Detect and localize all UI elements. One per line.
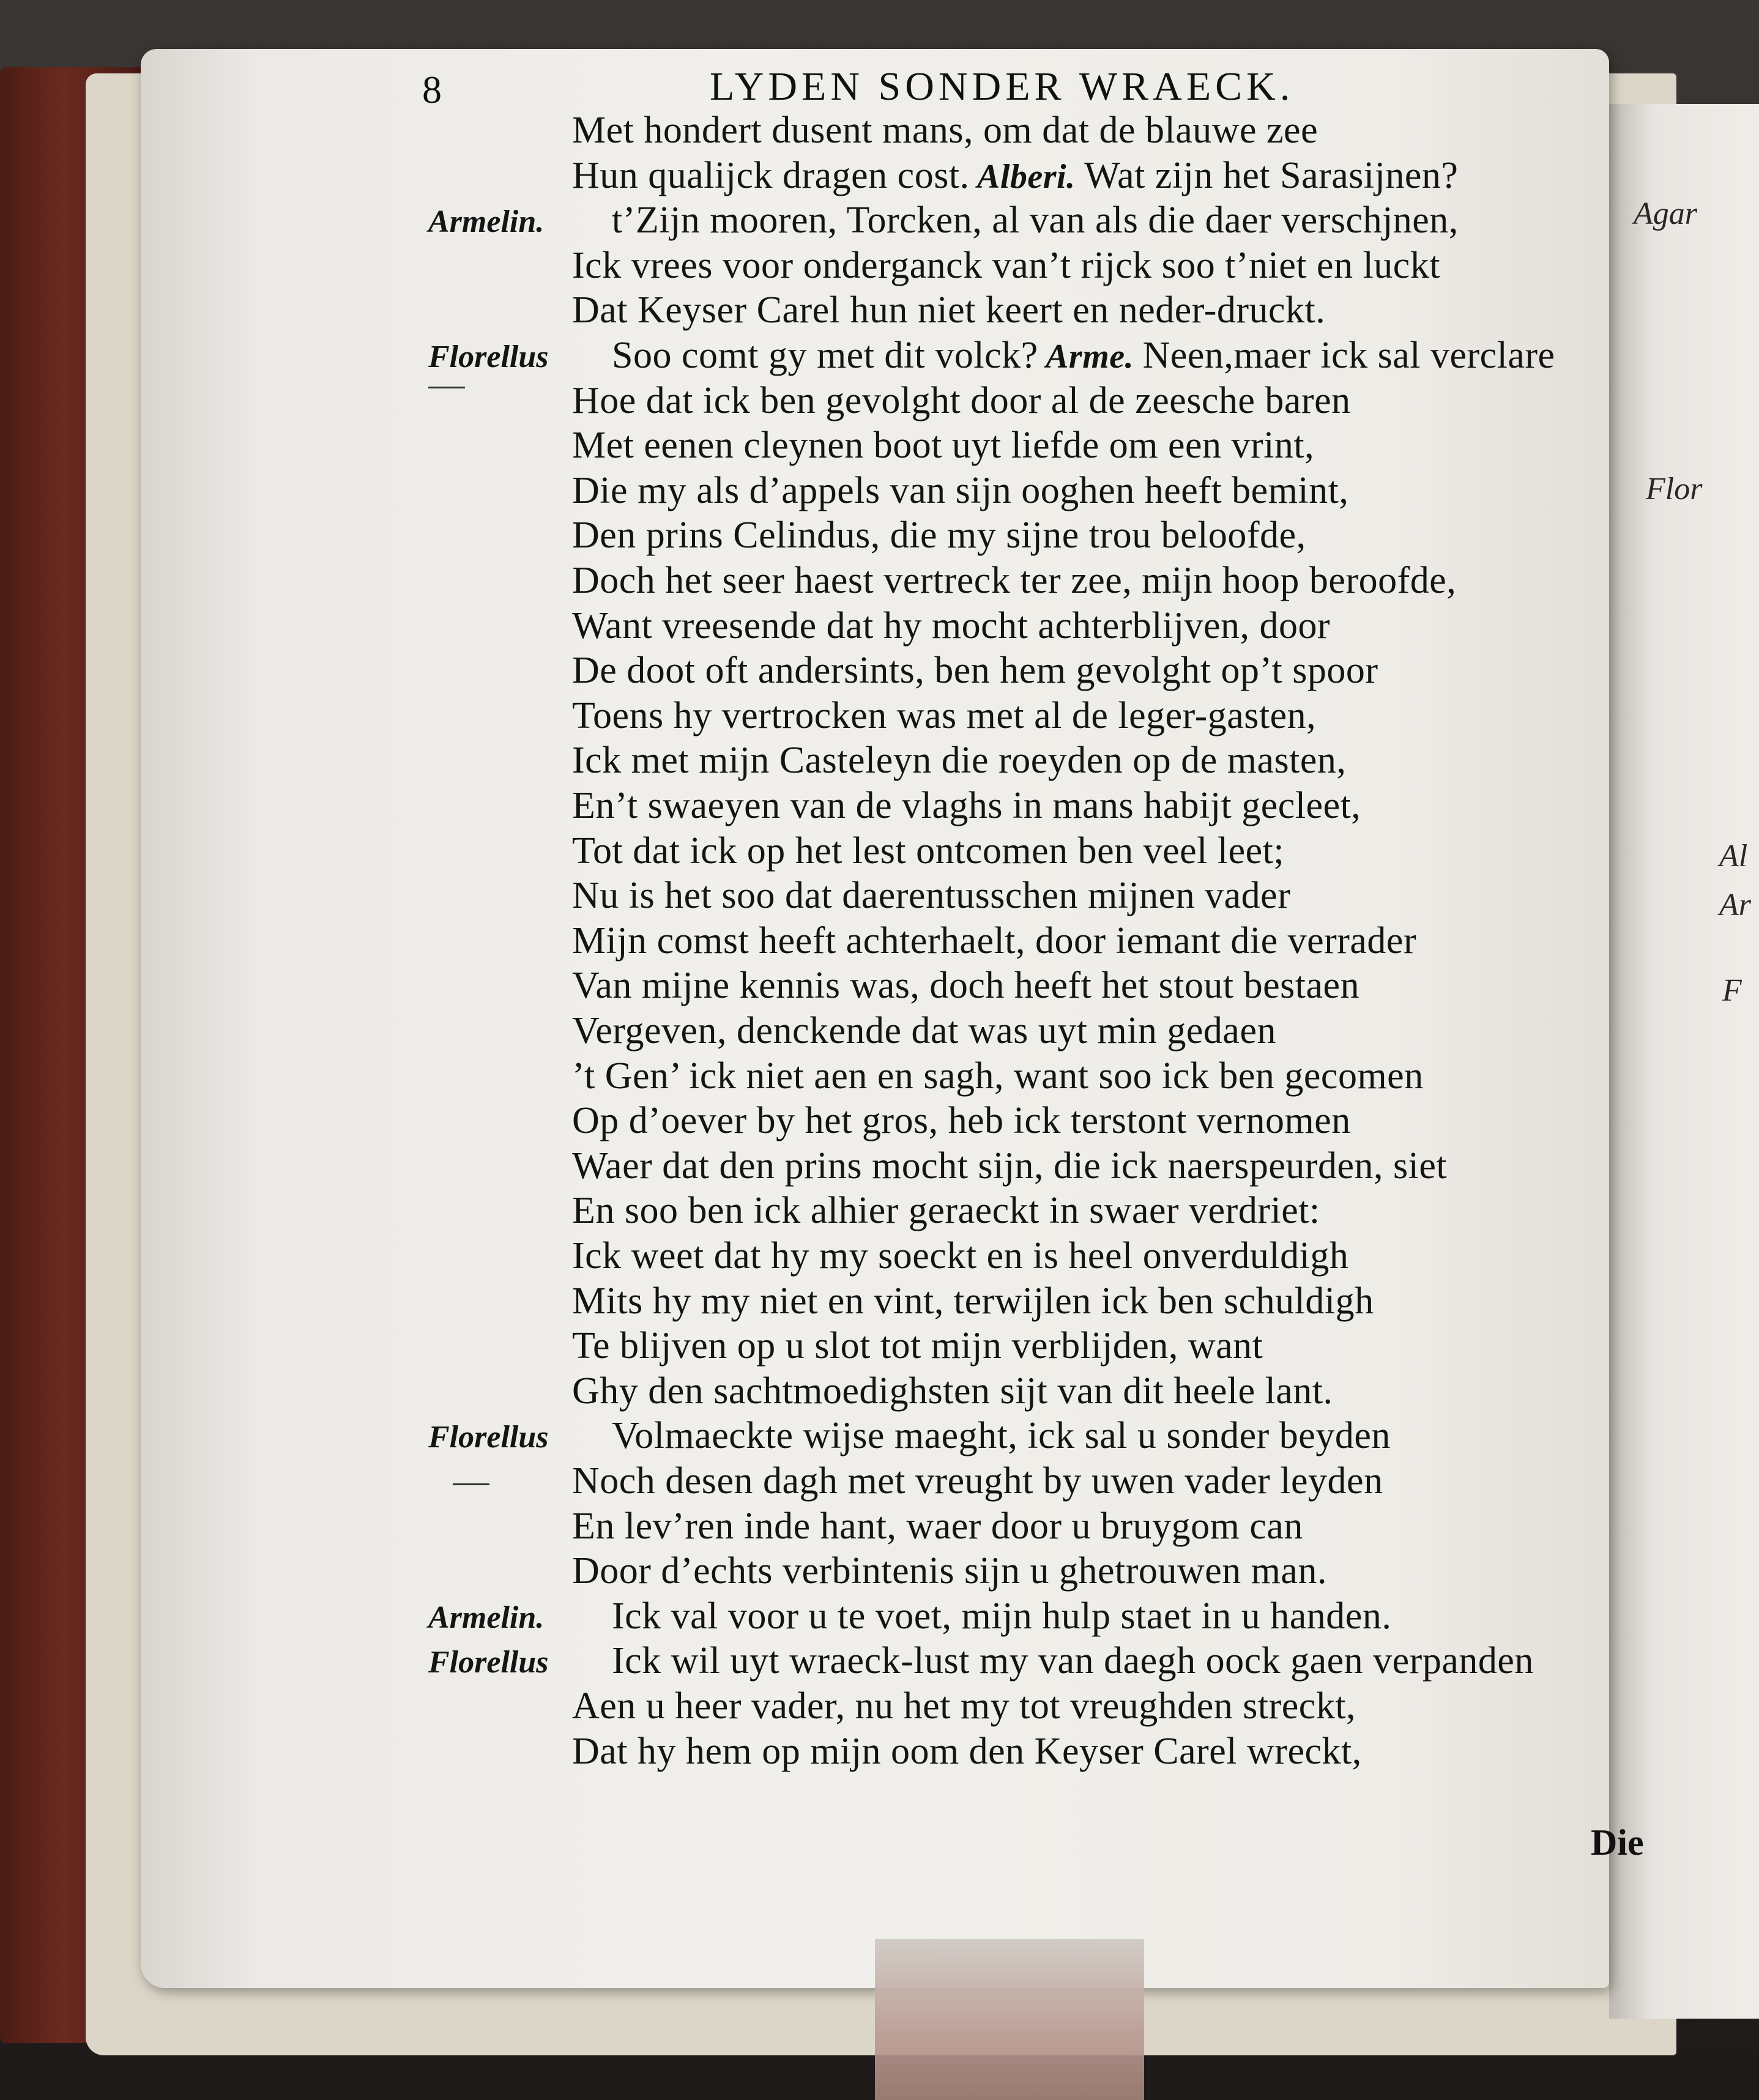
verse-text: Aen u heer vader, nu het my tot vreughden streckt, xyxy=(572,1685,1356,1727)
bookmark-tab xyxy=(875,1939,1144,2100)
verse-text: Waer dat den prins mocht sijn, die ick naerspeurden, siet xyxy=(572,1145,1448,1187)
verse-line xyxy=(572,424,1314,467)
verse-text: Hun qualijck dragen cost. xyxy=(572,154,970,196)
facing-page-fragment: Agar xyxy=(1634,196,1697,231)
verse-text: Want vreesende dat hy mocht achterblijven, door xyxy=(572,604,1331,647)
verse-text: Vergeven, denckende dat was uyt min gedaen xyxy=(572,1010,1276,1052)
verse-text-continued: Wat zijn het Sarasijnen? xyxy=(1084,154,1459,196)
verse-line xyxy=(612,1595,1391,1638)
verse-text: Van mijne kennis was, doch heeft het stout bestaen xyxy=(572,965,1360,1007)
verse-text: Hoe dat ick ben gevolght door al de zeesche baren xyxy=(572,379,1351,421)
verse-line xyxy=(572,1189,1320,1233)
verse-line xyxy=(572,919,1416,963)
verse-text: Doch het seer haest vertreck ter zee, mijn hoop beroofde, xyxy=(572,560,1457,601)
verse-line xyxy=(572,1099,1351,1143)
verse-line xyxy=(572,1685,1356,1728)
verse-line xyxy=(572,1145,1447,1188)
verse-text: Ick weet dat hy my soeckt en is heel onverduldigh xyxy=(572,1235,1349,1277)
verse-text: Dat Keyser Carel hun niet keert en neder-druckt. xyxy=(572,289,1326,332)
verse-line xyxy=(572,244,1440,288)
speaker-label: Florellus xyxy=(428,1420,549,1455)
margin-dash xyxy=(428,387,465,388)
inline-speaker-label: Alberi. xyxy=(969,157,1085,196)
facing-page xyxy=(1609,104,1759,2019)
verse-line xyxy=(572,1460,1383,1503)
verse-line xyxy=(572,874,1290,918)
facing-page-fragment: F xyxy=(1722,973,1742,1008)
speaker-label: Florellus xyxy=(428,1645,549,1680)
verse-text: Tot dat ick op het lest ontcomen ben veel leet; xyxy=(572,829,1285,872)
verse-line xyxy=(572,739,1346,782)
verse-text: Noch desen dagh met vreught by uwen vader leyden xyxy=(572,1460,1383,1502)
verse-text: Met hondert dusent mans, om dat de blauwe zee xyxy=(572,109,1318,151)
verse-line xyxy=(572,154,1458,198)
verse-line xyxy=(572,649,1378,692)
verse-line xyxy=(572,109,1318,152)
verse-text: Ick vrees voor onderganck van’t rijck soo t’niet en luckt xyxy=(572,244,1441,286)
verse-line xyxy=(572,1055,1424,1098)
verse-text: Ghy den sachtmoedighsten sijt van dit heele lant. xyxy=(572,1370,1333,1412)
verse-line xyxy=(572,289,1325,332)
verse-text: Ick met mijn Casteleyn die roeyden op de masten, xyxy=(572,740,1347,782)
verse-line xyxy=(572,964,1359,1007)
verse-line xyxy=(572,379,1351,423)
verse-line xyxy=(612,1414,1391,1458)
speaker-label: Armelin. xyxy=(428,1600,545,1635)
verse-text: En’t swaeyen van de vlaghs in mans habijt gecleet, xyxy=(572,785,1361,826)
verse-line xyxy=(572,1280,1374,1323)
verse-text: ’t Gen’ ick niet aen en sagh, want soo ick ben gecomen xyxy=(572,1055,1424,1097)
verse-line xyxy=(572,1009,1276,1053)
verse-line xyxy=(572,694,1316,738)
speaker-label: Florellus xyxy=(428,339,549,374)
facing-page-fragment: Ar xyxy=(1719,888,1751,922)
verse-text: Mijn comst heeft achterhaelt, door iemant die verrader xyxy=(572,919,1417,962)
verse-line xyxy=(572,1549,1327,1593)
verse-text: Met eenen cleynen boot uyt liefde om een vrint, xyxy=(572,425,1315,467)
verse-text: Toens hy vertrocken was met al de leger-gasten, xyxy=(572,694,1317,736)
verse-text: Die my als d’appels van sijn ooghen heeft bemint, xyxy=(572,469,1349,511)
verse-text: Ick val voor u te voet, mijn hulp staet in u handen. xyxy=(612,1595,1392,1637)
verse-line xyxy=(572,1370,1333,1413)
speaker-label: Armelin. xyxy=(428,204,545,240)
verse-text: Mits hy my niet en vint, terwijlen ick ben schuldigh xyxy=(572,1280,1374,1322)
verse-line xyxy=(572,469,1348,513)
page-number: 8 xyxy=(422,68,442,111)
verse-line xyxy=(612,334,1555,377)
verse-line xyxy=(572,1730,1362,1773)
verse-text: Dat hy hem op mijn oom den Keyser Carel wreckt, xyxy=(572,1730,1362,1772)
verse-line xyxy=(572,784,1361,828)
verse-text: Ick wil uyt wraeck-lust my van daegh oock gaen verpanden xyxy=(612,1640,1534,1682)
verse-line xyxy=(572,1324,1263,1368)
verse-text: En soo ben ick alhier geraeckt in swaer verdriet: xyxy=(572,1190,1320,1232)
verse-text: Door d’echts verbintenis sijn u ghetrouwen man. xyxy=(572,1550,1327,1592)
verse-text: t’Zijn mooren, Torcken, al van als die daer verschjnen, xyxy=(612,199,1459,242)
verse-line xyxy=(572,559,1456,603)
verse-line xyxy=(572,604,1330,648)
verse-line xyxy=(572,1234,1348,1278)
margin-dash xyxy=(453,1483,489,1485)
verse-line xyxy=(612,199,1459,242)
facing-page-fragment: Al xyxy=(1719,839,1748,874)
verse-text: Soo comt gy met dit volck? xyxy=(612,335,1038,376)
facing-page-fragment: Flor xyxy=(1646,472,1703,506)
verse-text: En lev’ren inde hant, waer door u bruygom can xyxy=(572,1505,1303,1547)
running-title: LYDEN SONDER WRAECK. xyxy=(710,64,1295,109)
verse-line xyxy=(612,1639,1534,1683)
verse-line xyxy=(572,829,1284,873)
verse-text: Volmaeckte wijse maeght, ick sal u sonder beyden xyxy=(612,1415,1391,1457)
verse-text: Te blijven op u slot tot mijn verblijden, want xyxy=(572,1325,1263,1367)
verse-line xyxy=(572,514,1306,557)
verse-line xyxy=(572,1505,1303,1548)
verse-text: Den prins Celindus, die my sijne trou beloofde, xyxy=(572,514,1306,557)
verse-text: De doot oft andersints, ben hem gevolght op’t spoor xyxy=(572,650,1378,692)
catchword: Die xyxy=(1591,1822,1644,1863)
verse-text-continued: Neen,maer ick sal verclare xyxy=(1142,335,1555,376)
verse-text: Op d’oever by het gros, heb ick terstont vernomen xyxy=(572,1100,1351,1142)
verse-text: Nu is het soo dat daerentusschen mijnen vader xyxy=(572,875,1291,917)
inline-speaker-label: Arme. xyxy=(1038,338,1143,376)
